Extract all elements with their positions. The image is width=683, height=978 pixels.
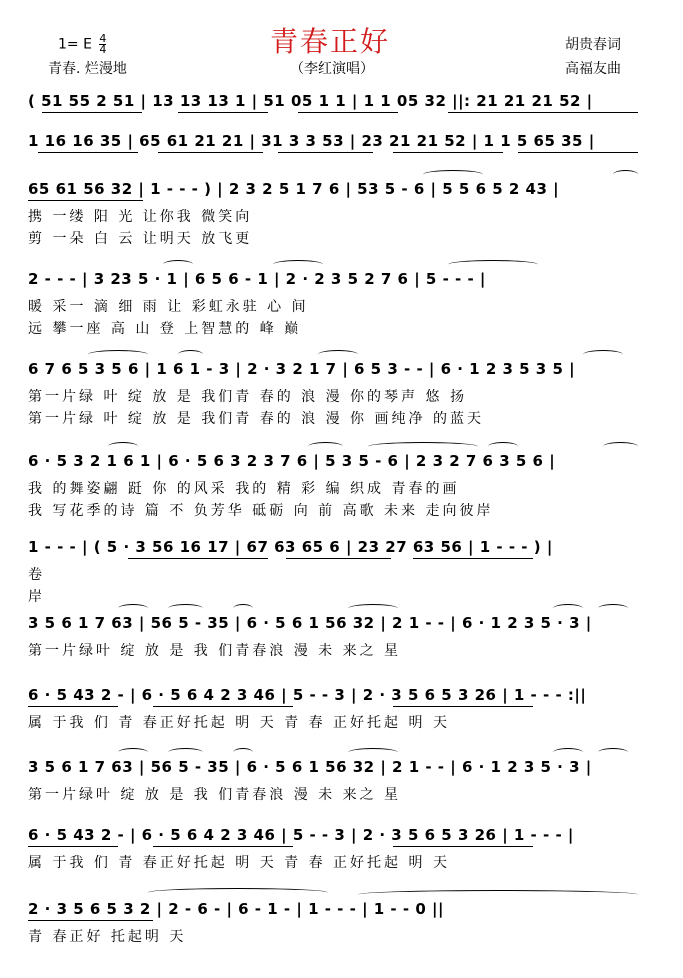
album-label: 青春. 烂漫地 [48, 61, 127, 77]
composer-credit: 高福友曲 [565, 61, 621, 77]
lyric-verse-1: 卷 [28, 567, 45, 583]
lyric-verse-2: 远 攀一座 高 山 登 上智慧的 峰 巅 [28, 321, 302, 337]
lyric-verse-1: 第一片绿叶 绽 放 是 我 们青春浪 漫 未 来之 星 [28, 643, 402, 659]
time-signature [99, 34, 106, 55]
lyric-verse-2: 我 写花季的诗 篇 不 负芳华 砥砺 向 前 高歌 未来 走向彼岸 [28, 503, 494, 519]
singer-credit: （李红演唱） [290, 61, 374, 77]
notation-line: 3 5 6 1 7 63 | 56 5 - 35 | 6 · 5 6 1 56 32 | 2 1 - - | 6 · 1 2 3 5 · 3 | [28, 758, 592, 776]
lyric-verse-1: 青 春正好 托起明 天 [28, 929, 187, 945]
notation-line: 6 · 5 43 2 - | 6 · 5 6 4 2 3 46 | 5 - - 3 | 2 · 3 5 6 5 3 26 | 1 - - - | [28, 826, 574, 844]
lyric-verse-2: 第一片绿 叶 绽 放 是 我们青 春的 浪 漫 你 画纯净 的蓝天 [28, 411, 484, 427]
lyricist-credit: 胡贵春词 [565, 37, 621, 53]
notation-line: 65 61 56 32 | 1 - - - ) | 2 3 2 5 1 7 6 | 53 5 - 6 | 5 5 6 5 2 43 | [28, 180, 560, 198]
lyric-verse-1: 携 一缕 阳 光 让你我 微笑向 [28, 209, 253, 225]
notation-line: 1 16 16 35 | 65 61 21 21 | 31 3 3 53 | 23 21 21 52 | 1 1 5 65 35 | [28, 132, 595, 150]
lyric-verse-1: 属 于我 们 青 春正好托起 明 天 青 春 正好托起 明 天 [28, 855, 450, 871]
lyric-verse-2: 剪 一朵 白 云 让明天 放飞更 [28, 231, 253, 247]
notation-line: 2 - - - | 3 23 5 · 1 | 6 5 6 - 1 | 2 · 2 3 5 2 7 6 | 5 - - - | [28, 270, 486, 288]
lyric-verse-1: 我 的舞姿翩 跹 你 的风采 我的 精 彩 编 织成 青春的画 [28, 481, 460, 497]
lyric-verse-2: 岸 [28, 589, 45, 605]
lyric-verse-1: 属 于我 们 青 春正好托起 明 天 青 春 正好托起 明 天 [28, 715, 450, 731]
key-label: 1= E [58, 36, 92, 53]
notation-line: 6 7 6 5 3 5 6 | 1 6 1 - 3 | 2 · 3 2 1 7 | 6 5 3 - - | 6 · 1 2 3 5 3 5 | [28, 360, 576, 378]
lyric-verse-1: 第一片绿叶 绽 放 是 我 们青春浪 漫 未 来之 星 [28, 787, 402, 803]
notation-line: 2 · 3 5 6 5 3 2 | 2 - 6 - | 6 - 1 - | 1 - - - | 1 - - 0 || [28, 900, 444, 918]
notation-line: 6 · 5 43 2 - | 6 · 5 6 4 2 3 46 | 5 - - 3 | 2 · 3 5 6 5 3 26 | 1 - - - :|| [28, 686, 587, 704]
time-top: 4 [99, 32, 107, 45]
notation-line: 6 · 5 3 2 1 6 1 | 6 · 5 6 3 2 3 7 6 | 5 3 5 - 6 | 2 3 2 7 6 3 5 6 | [28, 452, 556, 470]
notation-line: 1 - - - | ( 5 · 3 56 16 17 | 67 63 65 6 | 23 27 63 56 | 1 - - - ) | [28, 538, 553, 556]
notation-line: ( 51 55 2 51 | 13 13 13 1 | 51 05 1 1 | 1 1 05 32 ||: 21 21 21 52 | [28, 92, 593, 110]
notation-line: 3 5 6 1 7 63 | 56 5 - 35 | 6 · 5 6 1 56 32 | 2 1 - - | 6 · 1 2 3 5 · 3 | [28, 614, 592, 632]
time-bottom: 4 [99, 43, 107, 56]
key-signature [58, 34, 106, 55]
song-title: 青春正好 [270, 25, 391, 58]
lyric-verse-1: 暖 采一 滴 细 雨 让 彩虹永驻 心 间 [28, 299, 309, 315]
lyric-verse-1: 第一片绿 叶 绽 放 是 我们青 春的 浪 漫 你的琴声 悠 扬 [28, 389, 467, 405]
